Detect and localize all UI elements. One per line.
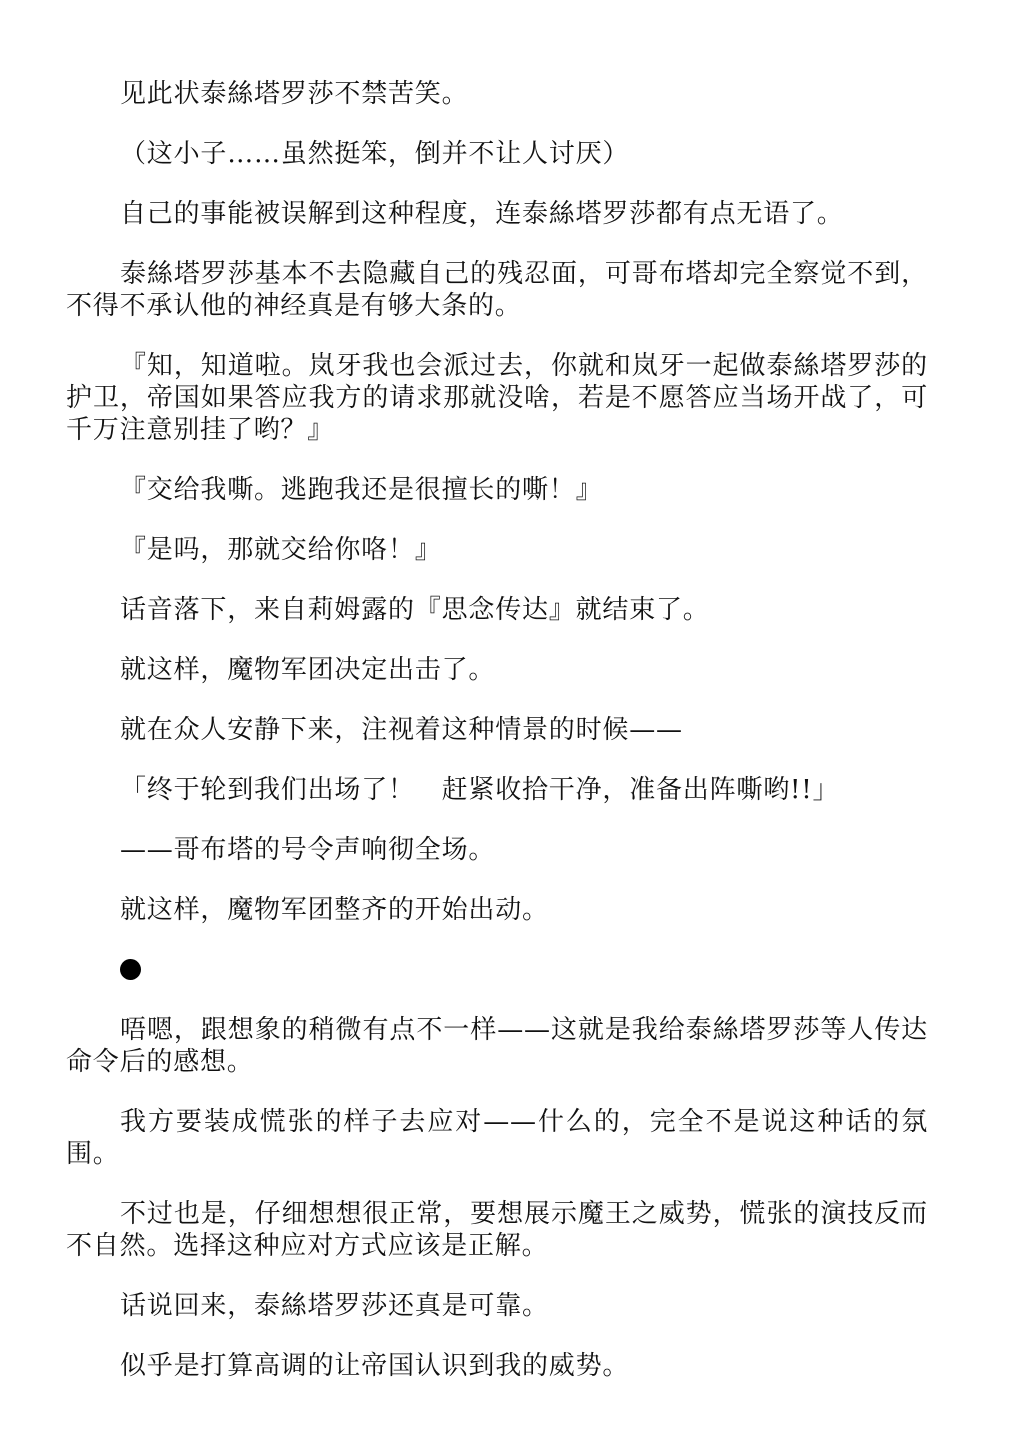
paragraph: 『知，知道啦。岚牙我也会派过去，你就和岚牙一起做泰絲塔罗莎的护卫，帝国如果答应我方的请求那就没啥，若是不愿答应当场开战了，可千万注意别挂了哟？』 bbox=[66, 351, 928, 445]
paragraph: 话说回来，泰絲塔罗莎还真是可靠。 bbox=[120, 1291, 549, 1321]
paragraph: 『交给我嘶。逃跑我还是很擅长的嘶！』 bbox=[120, 475, 603, 505]
paragraph: （这小子……虽然挺笨，倒并不让人讨厌） bbox=[120, 139, 630, 169]
paragraph: 自己的事能被误解到这种程度，连泰絲塔罗莎都有点无语了。 bbox=[120, 199, 844, 229]
paragraph: 泰絲塔罗莎基本不去隐藏自己的残忍面，可哥布塔却完全察觉不到，不得不承认他的神经真是有够大条的。 bbox=[66, 259, 928, 321]
paragraph: 话音落下，来自莉姆露的『思念传达』就结束了。 bbox=[120, 595, 710, 625]
paragraph: 就这样，魔物军团整齐的开始出动。 bbox=[120, 895, 549, 925]
paragraph: 见此状泰絲塔罗莎不禁苦笑。 bbox=[120, 79, 469, 109]
section-break bbox=[66, 954, 928, 986]
paragraph: 我方要装成慌张的样子去应对——什么的，完全不是说这种话的氛围。 bbox=[66, 1107, 928, 1169]
paragraph: 不过也是，仔细想想很正常，要想展示魔王之威势，慌张的演技反而不自然。选择这种应对方式应该是正解。 bbox=[66, 1199, 928, 1261]
paragraph: 似乎是打算高调的让帝国认识到我的威势。 bbox=[120, 1351, 630, 1381]
paragraph: 『是吗，那就交给你咯！』 bbox=[120, 535, 442, 565]
paragraph: 唔嗯，跟想象的稍微有点不一样——这就是我给泰絲塔罗莎等人传达命令后的感想。 bbox=[66, 1015, 928, 1077]
paragraph: 就在众人安静下来，注视着这种情景的时候—— bbox=[120, 715, 683, 745]
bullet-icon bbox=[120, 959, 141, 980]
paragraph: 「终于轮到我们出场了！ 赶紧收拾干净，准备出阵嘶哟!!」 bbox=[120, 775, 840, 805]
paragraph: 就这样，魔物军团决定出击了。 bbox=[120, 655, 496, 685]
document-page bbox=[66, 78, 928, 1410]
paragraph: ——哥布塔的号令声响彻全场。 bbox=[120, 835, 496, 865]
